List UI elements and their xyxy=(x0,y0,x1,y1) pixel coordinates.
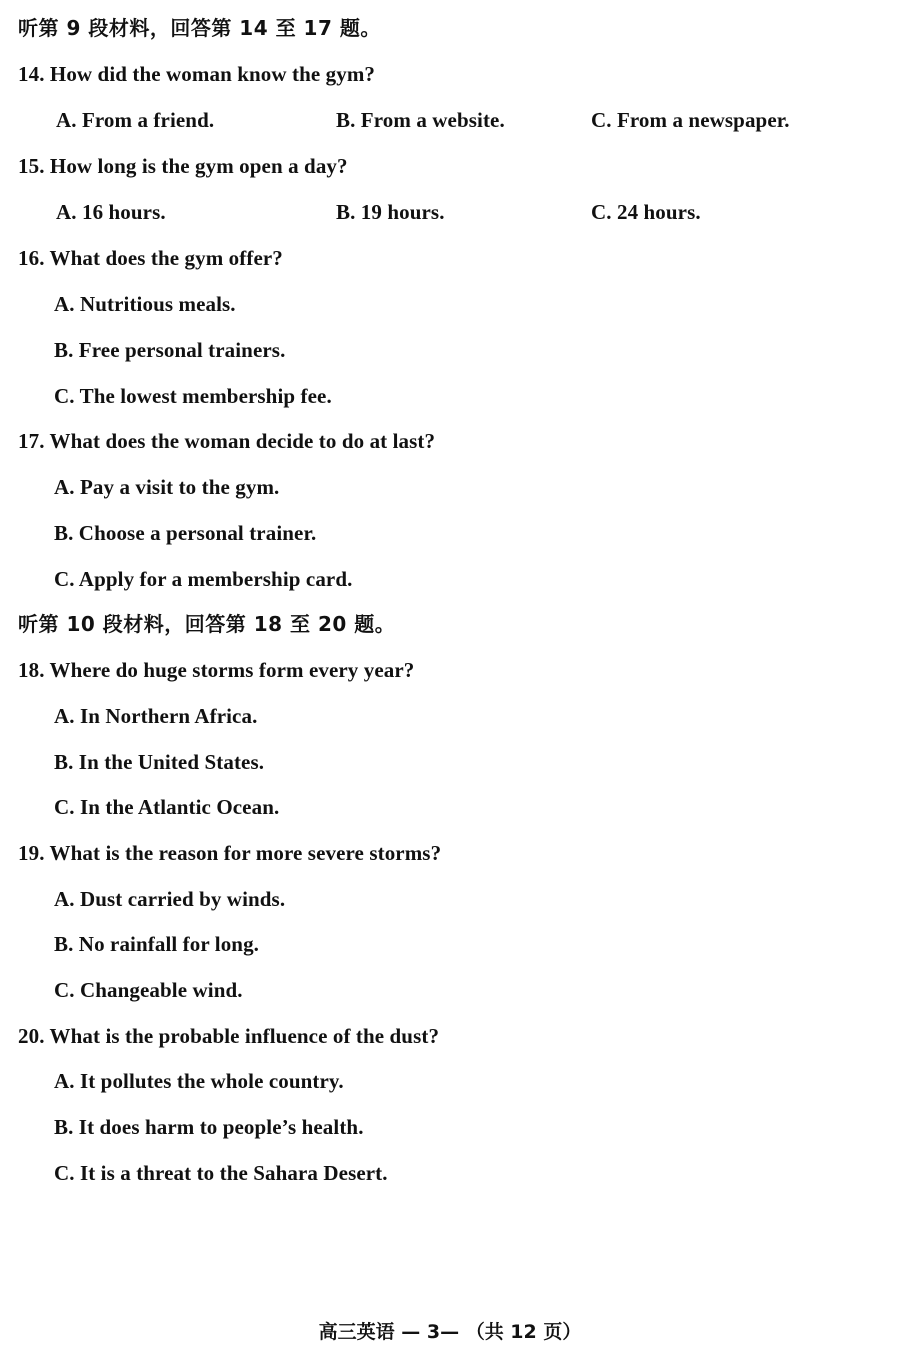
question-20-option-c: C. It is a threat to the Sahara Desert. xyxy=(54,1161,388,1185)
question-17-option-b: B. Choose a personal trainer. xyxy=(54,521,317,545)
question-15-option-b: B. 19 hours. xyxy=(336,200,445,224)
question-15-options xyxy=(0,198,900,226)
page-footer: 高三英语 — 3— （共 12 页） xyxy=(318,1321,582,1343)
question-14-option-b: B. From a website. xyxy=(336,108,505,132)
question-14-stem: 14. How did the woman know the gym? xyxy=(18,62,376,86)
question-19-option-b: B. No rainfall for long. xyxy=(54,932,260,956)
question-17-stem: 17. What does the woman decide to do at last? xyxy=(18,429,436,453)
question-17-option-c: C. Apply for a membership card. xyxy=(54,567,353,591)
question-20-stem: 20. What is the probable influence of the dust? xyxy=(18,1024,440,1048)
section-9-header: 听第 9 段材料，回答第 14 至 17 题。 xyxy=(18,16,381,40)
question-18-option-c: C. In the Atlantic Ocean. xyxy=(54,795,280,819)
question-19-stem: 19. What is the reason for more severe storms? xyxy=(18,841,442,865)
question-14-option-c: C. From a newspaper. xyxy=(591,108,790,132)
question-18-option-a: A. In Northern Africa. xyxy=(54,704,258,728)
question-19-option-c: C. Changeable wind. xyxy=(54,978,243,1002)
question-20-option-b: B. It does harm to people’s health. xyxy=(54,1115,364,1139)
question-15-option-a: A. 16 hours. xyxy=(56,200,166,224)
question-16-option-a: A. Nutritious meals. xyxy=(54,292,236,316)
question-15-stem: 15. How long is the gym open a day? xyxy=(18,154,348,178)
question-15-option-c: C. 24 hours. xyxy=(591,200,701,224)
question-14-options xyxy=(0,106,900,134)
question-14-option-a: A. From a friend. xyxy=(56,108,215,132)
question-16-stem: 16. What does the gym offer? xyxy=(18,246,283,270)
section-10-header: 听第 10 段材料，回答第 18 至 20 题。 xyxy=(18,612,396,636)
question-19-option-a: A. Dust carried by winds. xyxy=(54,887,286,911)
question-16-option-b: B. Free personal trainers. xyxy=(54,338,286,362)
question-17-option-a: A. Pay a visit to the gym. xyxy=(54,475,280,499)
question-16-option-c: C. The lowest membership fee. xyxy=(54,384,332,408)
question-20-option-a: A. It pollutes the whole country. xyxy=(54,1069,344,1093)
question-18-option-b: B. In the United States. xyxy=(54,750,265,774)
question-18-stem: 18. Where do huge storms form every year? xyxy=(18,658,415,682)
